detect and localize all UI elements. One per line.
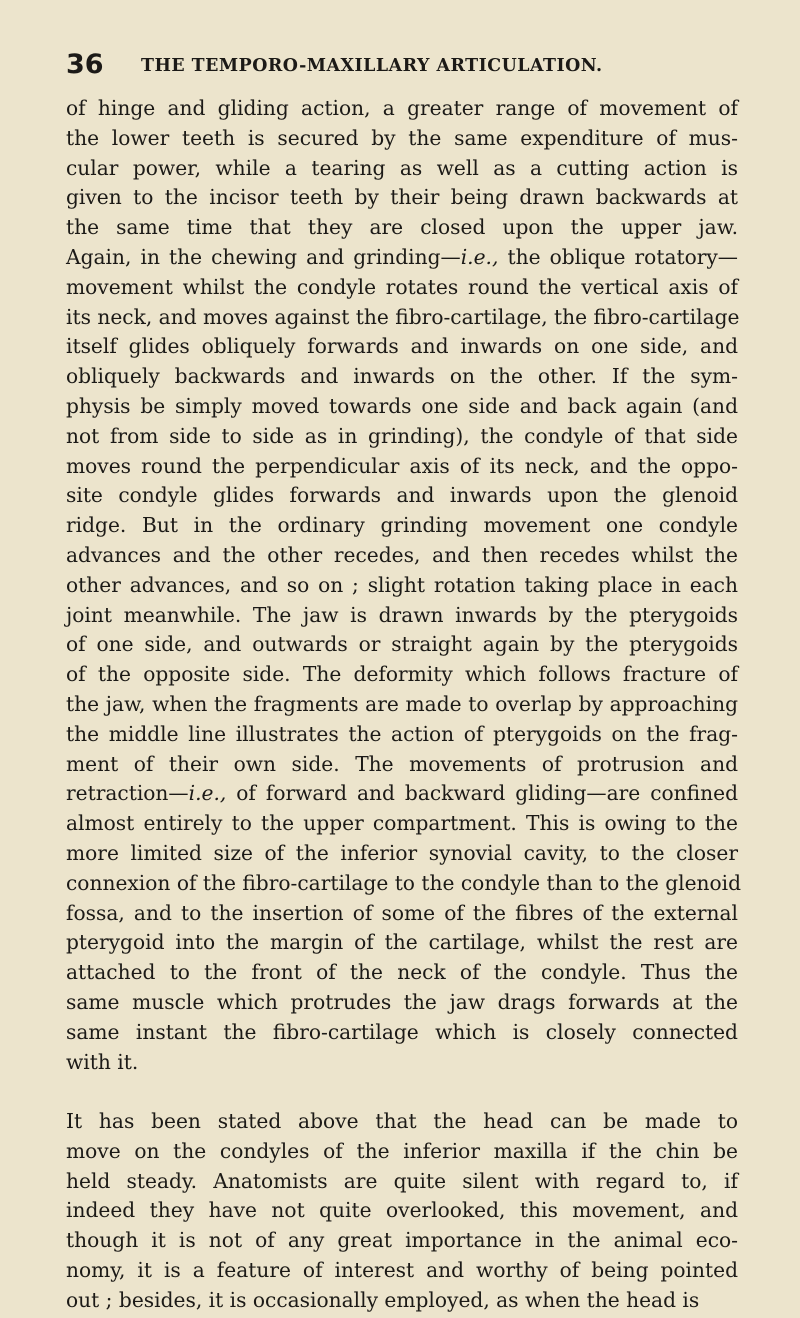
body-text xyxy=(66,94,742,1316)
text-line: advances and the other recedes, and then recedes whilst the xyxy=(66,542,738,567)
text-line: It has been stated above that the head can be made to xyxy=(66,1109,738,1134)
italic-abbreviation: i.e., xyxy=(460,244,499,269)
text-line: held steady. Anatomists are quite silent with regard to, if xyxy=(66,1168,738,1193)
text-line: out ; besides, it is occasionally employed, as when the head is xyxy=(66,1287,700,1312)
text-line: more limited size of the inferior synovial cavity, to the closer xyxy=(66,840,738,865)
text-line: the same time that they are closed upon the upper jaw. xyxy=(66,215,738,240)
paragraph-gap xyxy=(66,1077,738,1107)
text-line: with it. xyxy=(66,1049,139,1074)
text-line: ment of their own side. The movements of protrusion and xyxy=(66,751,738,776)
text-line: the middle line illustrates the action of pterygoids on the frag- xyxy=(66,721,738,746)
text-line: almost entirely to the upper compartment. This is owing to the xyxy=(66,811,738,836)
text-line: though it is not of any great importance in the animal eco- xyxy=(66,1228,738,1253)
text-line: other advances, and so on ; slight rotation taking place in each xyxy=(66,572,738,597)
paragraph xyxy=(66,94,742,1077)
text-line: connexion of the fibro-cartilage to the condyle than to the glenoid xyxy=(66,870,742,895)
text-line: indeed they have not quite overlooked, this movement, and xyxy=(66,1198,738,1223)
text-line: site condyle glides forwards and inwards upon the glenoid xyxy=(66,483,738,508)
italic-abbreviation: i.e., xyxy=(188,781,227,806)
text-line: given to the incisor teeth by their being drawn backwards at xyxy=(66,185,738,210)
text-line: moves round the perpendicular axis of its neck, and the oppo- xyxy=(66,453,738,478)
text-line: attached to the front of the neck of the condyle. Thus the xyxy=(66,960,738,985)
text-line: Again, in the chewing and grinding—i.e., the oblique rotatory— xyxy=(66,244,738,269)
text-line: retraction—i.e., of forward and backward gliding—are confined xyxy=(66,781,738,806)
text-line: fossa, and to the insertion of some of the fibres of the external xyxy=(66,900,738,925)
text-line: of hinge and gliding action, a greater range of movement of xyxy=(66,96,738,120)
text-line: same instant the fibro-cartilage which is closely connected xyxy=(66,1019,738,1044)
running-title: THE TEMPORO-MAXILLARY ARTICULATION. xyxy=(141,56,603,76)
text-line: move on the condyles of the inferior maxilla if the chin be xyxy=(66,1138,738,1163)
text-line: its neck, and moves against the fibro-cartilage, the fibro-cartilage xyxy=(66,304,740,329)
text-line: the lower teeth is secured by the same expenditure of mus- xyxy=(66,125,738,150)
page-number: 36 xyxy=(66,49,104,80)
text-line: movement whilst the condyle rotates round the vertical axis of xyxy=(66,274,738,299)
text-line: physis be simply moved towards one side and back again (and xyxy=(66,393,738,418)
text-line: of one side, and outwards or straight again by the pterygoids xyxy=(66,632,738,657)
text-line: pterygoid into the margin of the cartilage, whilst the rest are xyxy=(66,930,738,955)
text-line: cular power, while a tearing as well as a cutting action is xyxy=(66,155,738,180)
text-line: of the opposite side. The deformity which follows fracture of xyxy=(66,662,738,687)
text-line: same muscle which protrudes the jaw drags forwards at the xyxy=(66,989,738,1014)
text-line: nomy, it is a feature of interest and worthy of being pointed xyxy=(66,1258,738,1283)
text-line: joint meanwhile. The jaw is drawn inwards by the pterygoids xyxy=(66,602,738,627)
text-line: ridge. But in the ordinary grinding movement one condyle xyxy=(66,513,738,538)
text-line: the jaw, when the fragments are made to overlap by approaching xyxy=(66,691,738,716)
running-head xyxy=(66,50,736,90)
text-line: itself glides obliquely forwards and inwards on one side, and xyxy=(66,334,738,359)
text-line: obliquely backwards and inwards on the other. If the sym- xyxy=(66,364,738,389)
text-line: not from side to side as in grinding), the condyle of that side xyxy=(66,423,738,448)
paragraph xyxy=(66,1107,738,1316)
